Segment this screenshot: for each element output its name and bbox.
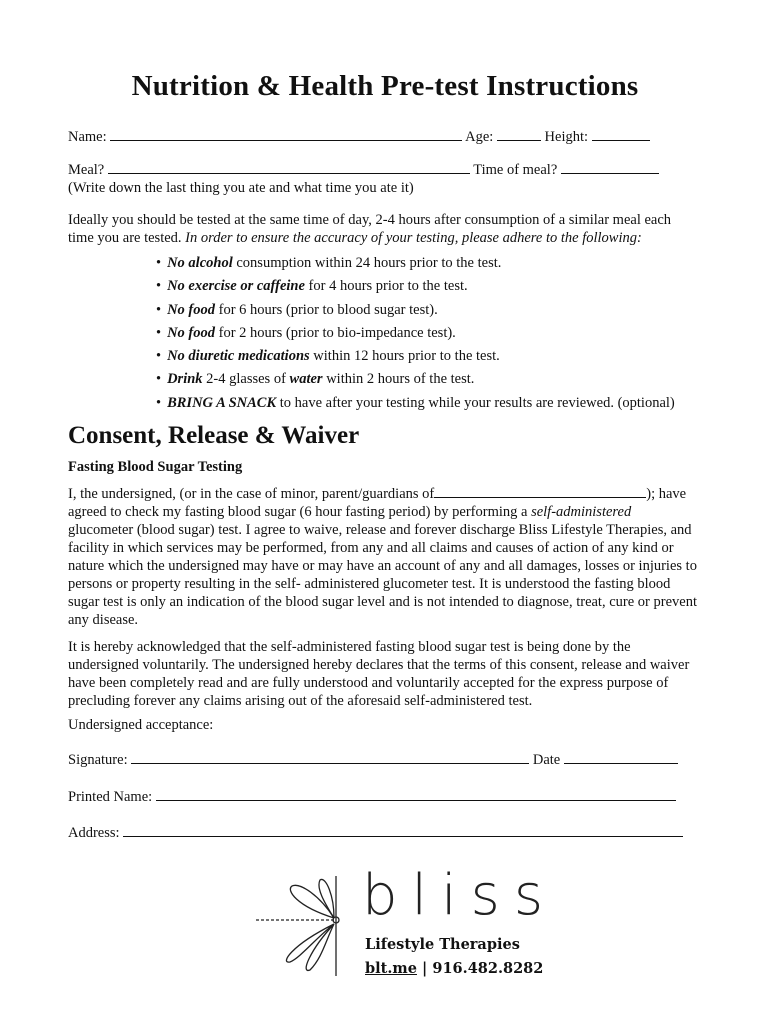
age-label: Age:: [465, 129, 494, 145]
time-of-meal-field[interactable]: [561, 161, 659, 174]
meal-label: Meal?: [68, 162, 105, 178]
brand-url-link[interactable]: blt.me: [365, 960, 417, 977]
consent-heading: Consent, Release & Waiver: [68, 422, 360, 449]
address-label: Address:: [68, 825, 120, 841]
list-item: • No alcohol consumption within 24 hours prior to the test.: [156, 254, 675, 277]
signature-label: Signature:: [68, 752, 128, 768]
brand-tagline: Lifestyle Therapies: [365, 936, 520, 953]
meal-field[interactable]: [108, 161, 470, 174]
intro-emphasis: In order to ensure the accuracy of your testing, please adhere to the following:: [185, 230, 642, 246]
list-item: • No exercise or caffeine for 4 hours prior to the test.: [156, 277, 675, 300]
address-field[interactable]: [123, 824, 683, 837]
list-item: • No food for 2 hours (prior to bio-impedance test).: [156, 324, 675, 347]
page-title: Nutrition & Health Pre-test Instructions: [131, 70, 639, 102]
date-field[interactable]: [564, 751, 678, 764]
consent-paragraph-1: [68, 485, 700, 629]
acceptance-label: Undersigned acceptance:: [68, 717, 214, 733]
list-item: • No diuretic medications within 12 hours prior to the test.: [156, 347, 675, 370]
intro-paragraph: [68, 211, 700, 247]
consent-paragraph-2: It is hereby acknowledged that the self-administered fasting blood sugar test is being done by the undersigned voluntarily. The undersigned hereby declares that the terms of this consent, release and waiver have been completely read and are fully understood and voluntarily accepted for the express purpose of precluding forever any claims arising out of the aforesaid self-administered test.: [68, 639, 690, 709]
date-label: Date: [532, 752, 561, 768]
brand-separator: |: [422, 960, 428, 977]
name-label: Name:: [68, 129, 107, 145]
consent-italic: self-administered: [531, 504, 632, 520]
name-row: [68, 128, 650, 146]
brand-contact: [365, 960, 543, 977]
list-item: • BRING A SNACK to have after your testing while your results are reviewed. (optional): [156, 394, 675, 417]
minor-name-field[interactable]: [434, 485, 646, 498]
consent-text-c: have agreed to check my fasting blood sugar (6 hour fasting period) by performing a: [68, 486, 687, 520]
list-item: • No food for 6 hours (prior to blood sugar test).: [156, 301, 675, 324]
pretest-rules-list: [156, 254, 675, 417]
list-item: • Drink 2-4 glasses of water within 2 hours of the test.: [156, 370, 675, 393]
age-field[interactable]: [497, 128, 541, 141]
dragonfly-icon: [250, 866, 370, 986]
meal-hint: (Write down the last thing you ate and what time you ate it): [68, 180, 414, 196]
consent-text-d: glucometer (blood sugar) test. I agree to waive, release and forever discharge Bliss Lifestyle Therapies, and facility in which services may be performed, from any and all claims and causes of action of any kind or nature which the undersigned may have or may have an account of any and all damages, losses or injuries to persons or property resulting in the self- administered glucometer test. It is understood the fasting blood sugar test is only an indication of the blood sugar level and is not intended to diagnose, treat, cure or prevent any disease.: [68, 522, 697, 628]
signature-row: [68, 751, 678, 769]
printed-name-row: [68, 788, 676, 806]
intro-text: Ideally you should be tested at the same time of day, 2-4 hours after consumption of a similar meal each time you are tested.: [68, 212, 672, 246]
consent-subheading: Fasting Blood Sugar Testing: [68, 459, 243, 475]
printed-name-field[interactable]: [156, 788, 676, 801]
height-label: Height:: [544, 129, 589, 145]
brand-wordmark: bliss: [362, 863, 558, 928]
time-of-meal-label: Time of meal?: [473, 162, 558, 178]
bliss-logo: [250, 863, 558, 986]
height-field[interactable]: [592, 128, 650, 141]
signature-field[interactable]: [131, 751, 529, 764]
name-field[interactable]: [110, 128, 462, 141]
address-row: [68, 824, 683, 842]
consent-text-a: I, the undersigned, (or in the case of minor, parent/guardians of: [68, 486, 435, 502]
consent-text-b: );: [646, 486, 656, 502]
meal-row: [68, 161, 659, 179]
brand-phone: 916.482.8282: [432, 960, 544, 977]
printed-name-label: Printed Name:: [68, 789, 153, 805]
